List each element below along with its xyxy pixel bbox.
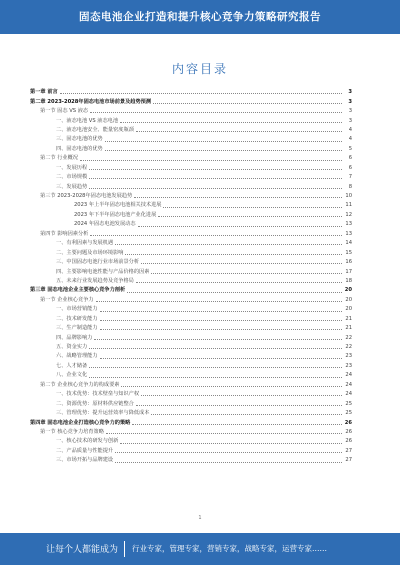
dot-leader [89, 348, 342, 349]
toc-entry-page: 10 [345, 193, 352, 200]
toc-entry-label: 一、发展历程 [56, 164, 88, 171]
toc-entry[interactable] [30, 228, 352, 237]
toc-entry-page: 3 [348, 117, 352, 124]
toc-entry-page: 18 [345, 277, 352, 284]
toc-entry-page: 24 [345, 381, 352, 388]
toc-entry-page: 11 [345, 202, 352, 209]
toc-entry-page: 22 [345, 334, 352, 341]
dot-leader [120, 122, 342, 123]
toc-entry[interactable] [30, 416, 352, 425]
toc-entry[interactable] [30, 133, 352, 142]
toc-entry-label: 八、企业文化 [56, 372, 88, 379]
dot-leader [60, 93, 342, 94]
toc-entry-page: 25 [345, 410, 352, 417]
toc-entry-page: 20 [344, 287, 352, 294]
toc-entry-label: 第一节 核心竞争力培育策略 [40, 428, 104, 435]
toc-entry[interactable] [30, 426, 352, 435]
dot-leader [138, 226, 342, 227]
toc-entry[interactable] [30, 105, 352, 114]
dot-leader [89, 188, 342, 189]
toc-entry-label: 一、液态电池 VS 液态电池 [56, 117, 119, 124]
toc-entry[interactable] [30, 294, 352, 303]
toc-entry[interactable] [30, 199, 352, 208]
toc-entry-page: 20 [345, 296, 352, 303]
dot-leader [151, 414, 342, 415]
page-number: 1 [198, 515, 202, 521]
toc-entry-label: 二、资源优势：原材料供应链整合 [56, 400, 134, 407]
toc-entry[interactable] [30, 246, 352, 255]
toc-entry[interactable] [30, 162, 352, 171]
toc-entry[interactable] [30, 445, 352, 454]
toc-entry-label: 五、资金实力 [56, 344, 88, 351]
toc-entry-label: 三、发展趋势 [56, 183, 88, 190]
dot-leader [100, 358, 342, 359]
dot-leader [125, 254, 342, 255]
dot-leader [89, 178, 342, 179]
toc-entry-page: 4 [348, 136, 352, 143]
toc-entry[interactable] [30, 407, 352, 416]
toc-entry[interactable] [30, 95, 352, 104]
toc-entry-page: 6 [348, 155, 352, 162]
dot-leader [132, 424, 342, 425]
toc-entry[interactable] [30, 313, 352, 322]
toc-entry-label: 二、市场规模 [56, 174, 88, 181]
footer-tagline: 行业专家，管理专家，营销专家，战略专家，运营专家…… [132, 544, 327, 553]
toc-entry-page: 23 [345, 353, 352, 360]
dot-leader [151, 273, 342, 274]
toc-entry-label: 六、战略管理能力 [56, 353, 98, 360]
toc-entry-page: 14 [345, 240, 352, 247]
toc-entry-page: 26 [345, 438, 352, 445]
toc-entry-label: 四、品牌影响力 [56, 334, 93, 341]
toc-heading: 内容目录 [171, 62, 228, 76]
toc-entry-label: 第四章 固态电池企业打造核心竞争力的策略 [30, 419, 131, 426]
toc-entry-label: 二、产品质量与性能提升 [56, 447, 114, 454]
toc-entry-label: 三、生产制造能力 [56, 325, 98, 332]
toc-entry-page: 22 [345, 344, 352, 351]
dot-leader [100, 311, 342, 312]
toc-entry-page: 4 [348, 126, 352, 133]
toc-entry[interactable] [30, 237, 352, 246]
toc-entry-page: 13 [345, 230, 352, 237]
toc-entry-page: 23 [345, 362, 352, 369]
dot-leader [163, 207, 342, 208]
dot-leader [106, 433, 342, 434]
toc-entry-label: 2023 年下半年固态电池产业化进展 [74, 211, 157, 218]
toc-entry[interactable] [30, 180, 352, 189]
toc-entry-page: 12 [345, 211, 352, 218]
dot-leader [89, 377, 342, 378]
dot-leader [89, 169, 342, 170]
toc-entry[interactable] [30, 360, 352, 369]
toc-entry-label: 二、技术研发能力 [56, 315, 98, 322]
toc-entry[interactable] [30, 322, 352, 331]
dot-leader [96, 301, 342, 302]
dot-leader [153, 103, 342, 104]
toc-entry[interactable] [30, 124, 352, 133]
toc-entry-label: 第二节 行业概况 [40, 155, 78, 162]
toc-entry-label: 一、核心技术的研发与创新 [56, 438, 119, 445]
dot-leader [141, 395, 342, 396]
toc-entry-page: 21 [345, 315, 352, 322]
dot-leader [127, 292, 342, 293]
dot-leader [94, 339, 342, 340]
toc-entry[interactable] [30, 171, 352, 180]
report-title: 固态电池企业打造和提升核心竞争力策略研究报告 [79, 11, 321, 23]
dot-leader [105, 141, 342, 142]
toc-entry-page: 24 [345, 372, 352, 379]
toc-entry-page: 8 [348, 183, 352, 190]
toc-entry-label: 2023 年上半年固态电池相关技术进展 [74, 202, 162, 209]
toc-entry-page: 21 [345, 325, 352, 332]
toc-entry-label: 二、主要问题及市场环境影响 [56, 249, 124, 256]
toc-entry-page: 3 [348, 108, 352, 115]
toc-entry-label: 第一节 固态 VS 液态 [40, 108, 89, 115]
toc-entry-page: 3 [348, 98, 352, 105]
toc-entry-label: 三、固态电池的优势 [56, 136, 103, 143]
dot-leader [121, 386, 342, 387]
toc-entry-label: 第三章 固态电池企业主要核心竞争力剖析 [30, 287, 126, 294]
dot-leader [141, 263, 342, 264]
toc-entry[interactable] [30, 303, 352, 312]
toc-entry-page: 13 [345, 221, 352, 228]
toc-entry[interactable] [30, 379, 352, 388]
toc-entry-page: 3 [348, 89, 352, 96]
toc-entry-label: 一、市场营销能力 [56, 306, 98, 313]
toc-entry-page: 27 [345, 457, 352, 464]
toc-entry-label: 七、人才储备 [56, 362, 88, 369]
toc-entry[interactable] [30, 388, 352, 397]
toc-entry[interactable] [30, 86, 352, 95]
toc-entry-label: 第四节 影响因素分析 [40, 230, 89, 237]
header-banner [0, 0, 400, 34]
table-of-contents [30, 86, 352, 464]
toc-entry-page: 26 [344, 419, 352, 426]
dot-leader [136, 282, 342, 283]
toc-entry-label: 四、固态电池的优势 [56, 145, 103, 152]
toc-entry[interactable] [30, 341, 352, 350]
toc-entry-page: 24 [345, 391, 352, 398]
toc-entry[interactable] [30, 209, 352, 218]
footer-divider [124, 541, 125, 557]
toc-entry-label: 三、管理优势：提升运营效率与降低成本 [56, 410, 150, 417]
toc-entry-label: 第三节 2023-2028年固态电池发展趋势 [40, 193, 133, 200]
dot-leader [158, 216, 342, 217]
toc-entry-page: 20 [345, 306, 352, 313]
toc-entry[interactable] [30, 114, 352, 123]
dot-leader [100, 329, 342, 330]
toc-entry[interactable] [30, 454, 352, 463]
toc-entry[interactable] [30, 275, 352, 284]
toc-entry-page: 15 [345, 249, 352, 256]
dot-leader [115, 462, 342, 463]
toc-entry[interactable] [30, 190, 352, 199]
toc-entry-label: 五、未来行业发展趋势及竞争格局 [56, 277, 134, 284]
footer-banner [0, 533, 400, 565]
dot-leader [105, 150, 342, 151]
dot-leader [136, 405, 342, 406]
toc-entry-page: 25 [345, 400, 352, 407]
toc-entry-label: 四、主要影响电池性能与产品价格的因素 [56, 268, 150, 275]
toc-entry[interactable] [30, 256, 352, 265]
dot-leader [134, 197, 342, 198]
dot-leader [115, 244, 342, 245]
toc-entry-label: 三、市场开拓与品牌建设 [56, 457, 114, 464]
toc-entry[interactable] [30, 435, 352, 444]
toc-entry-page: 6 [348, 164, 352, 171]
dot-leader [90, 235, 342, 236]
dot-leader [90, 112, 342, 113]
toc-entry[interactable] [30, 331, 352, 340]
dot-leader [115, 452, 342, 453]
toc-entry-label: 第一节 企业核心竞争力 [40, 296, 94, 303]
toc-entry-label: 第二节 企业核心竞争力的构成要素 [40, 381, 120, 388]
toc-entry-label: 一、技术优势：技术壁垒与知识产权 [56, 391, 140, 398]
toc-entry-label: 第二章 2023-2028年固态电池市场前景及趋势预测 [30, 98, 152, 105]
toc-entry[interactable] [30, 369, 352, 378]
toc-entry[interactable] [30, 284, 352, 293]
toc-entry-label: 第一章 前言 [30, 89, 58, 96]
toc-entry[interactable] [30, 350, 352, 359]
toc-entry-page: 16 [345, 259, 352, 266]
dot-leader [136, 131, 342, 132]
toc-entry[interactable] [30, 265, 352, 274]
toc-entry[interactable] [30, 143, 352, 152]
dot-leader [120, 443, 342, 444]
toc-entry[interactable] [30, 152, 352, 161]
toc-entry-page: 26 [345, 428, 352, 435]
dot-leader [100, 320, 342, 321]
toc-entry[interactable] [30, 397, 352, 406]
toc-entry-label: 三、中国固态电池行业市场前景分析 [56, 259, 140, 266]
dot-leader [89, 367, 342, 368]
dot-leader [80, 160, 342, 161]
footer-slogan: 让每个人都能成为 [46, 545, 119, 555]
toc-entry-page: 17 [345, 268, 352, 275]
toc-entry[interactable] [30, 218, 352, 227]
toc-entry-label: 2024 年固态电池发展动态 [74, 221, 136, 228]
toc-entry-label: 二、液态电池安全、能量密度瓶颈 [56, 126, 134, 133]
toc-entry-page: 5 [348, 145, 352, 152]
toc-entry-page: 7 [348, 174, 352, 181]
toc-entry-page: 27 [345, 447, 352, 454]
toc-entry-label: 一、有利因素与发展机遇 [56, 240, 114, 247]
